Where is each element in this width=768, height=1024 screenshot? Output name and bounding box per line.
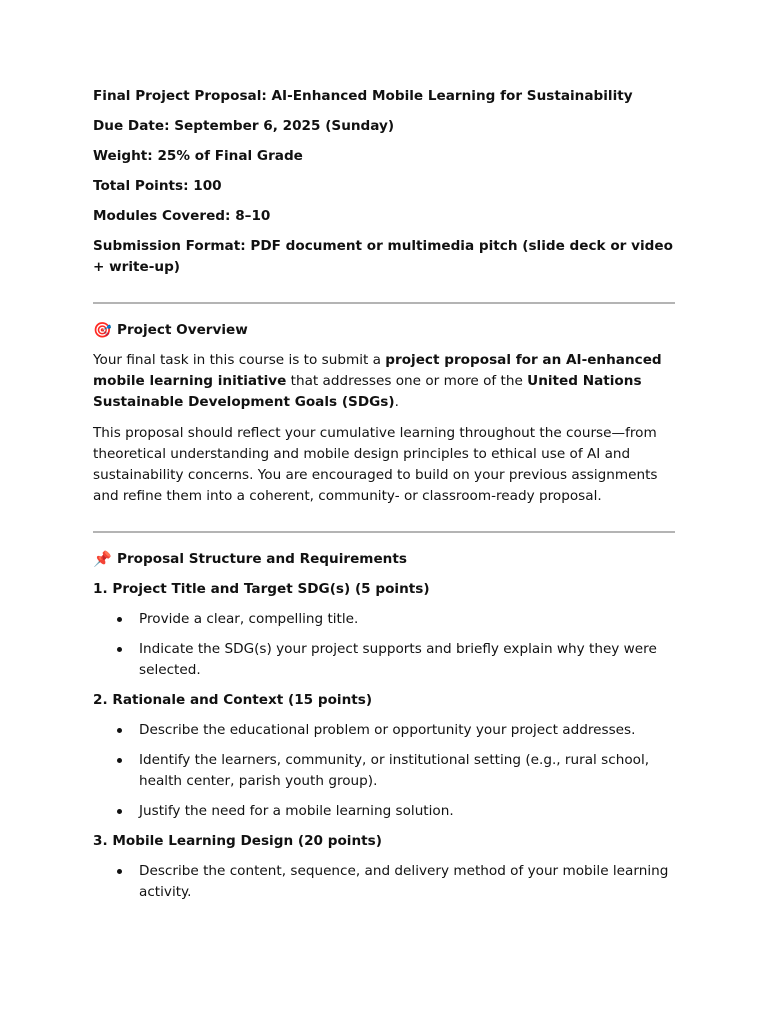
list-item: Provide a clear, compelling title. <box>139 609 675 630</box>
total-points: Total Points: 100 <box>93 178 222 194</box>
list-item: Describe the educational problem or opportunity your project addresses. <box>139 720 675 741</box>
section-divider <box>93 531 675 533</box>
list-item: Justify the need for a mobile learning solution. <box>139 801 675 822</box>
due-date: Due Date: September 6, 2025 (Sunday) <box>93 118 395 134</box>
overview-paragraph-1 <box>93 350 675 413</box>
list-item: Identify the learners, community, or institutional setting (e.g., rural school, health center, parish youth group). <box>139 750 675 792</box>
proposal-structure-heading <box>93 549 675 570</box>
requirement-list-rationale <box>93 720 675 822</box>
project-overview-title: Project Overview <box>117 322 248 338</box>
target-icon: 🎯 <box>93 321 112 339</box>
section-divider <box>93 302 675 304</box>
overview-paragraph-2: This proposal should reflect your cumulative learning throughout the course—from theoretical understanding and mobile design principles to ethical use of AI and sustainability concerns. You are encouraged to build on your previous assignments and refine them into a coherent, community- or classroom-ready proposal. <box>93 425 658 504</box>
submission-format: Submission Format: PDF document or multimedia pitch (slide deck or video + write-up) <box>93 238 673 275</box>
overview-bold-2: United Nations Sustainable Development Goals (SDGs) <box>93 373 642 410</box>
requirement-heading-design: 3. Mobile Learning Design (20 points) <box>93 833 382 849</box>
proposal-structure-title: Proposal Structure and Requirements <box>117 551 407 567</box>
pushpin-icon: 📌 <box>93 550 112 568</box>
document-title: Final Project Proposal: AI-Enhanced Mobile Learning for Sustainability <box>93 88 633 104</box>
grade-weight: Weight: 25% of Final Grade <box>93 148 303 164</box>
overview-text-1: Your final task in this course is to submit a <box>93 352 386 368</box>
requirement-heading-rationale: 2. Rationale and Context (15 points) <box>93 692 373 708</box>
overview-text-3: . <box>394 394 399 410</box>
requirement-list-title-sdg <box>93 609 675 681</box>
project-overview-heading <box>93 320 675 341</box>
modules-covered: Modules Covered: 8–10 <box>93 208 271 224</box>
list-item: Describe the content, sequence, and delivery method of your mobile learning activity. <box>139 861 675 903</box>
requirement-heading-title-sdg: 1. Project Title and Target SDG(s) (5 points) <box>93 581 430 597</box>
overview-bold-1: project proposal for an AI-enhanced mobile learning initiative <box>93 352 662 389</box>
overview-text-2: that addresses one or more of the <box>286 373 528 389</box>
list-item: Indicate the SDG(s) your project supports and briefly explain why they were selected. <box>139 639 675 681</box>
requirement-list-design <box>93 861 675 903</box>
